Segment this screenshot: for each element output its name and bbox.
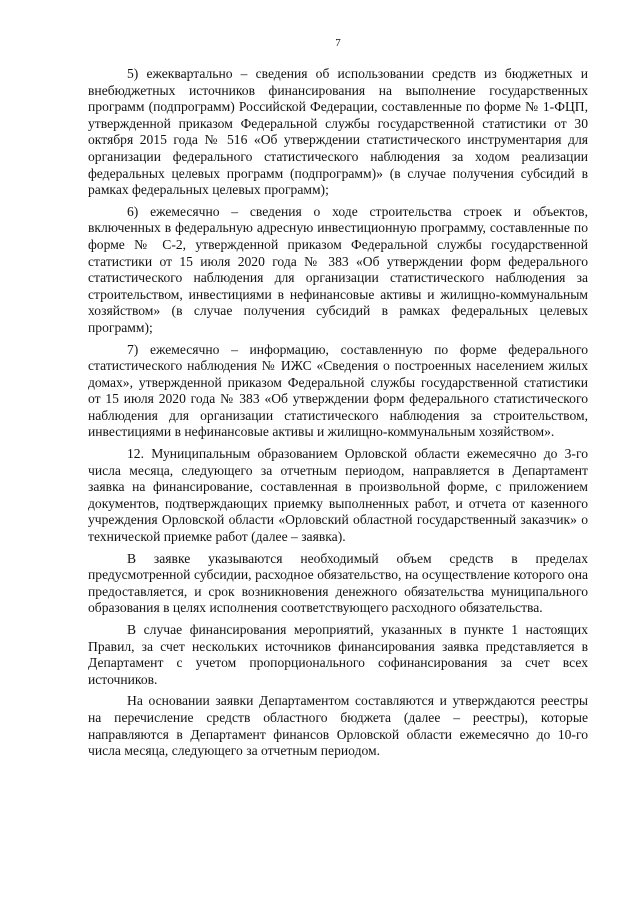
paragraph-item-7: 7) ежемесячно – информацию, составленную по форме федерального статистического наблюдения № ИЖС «Сведения о построенных населением жилых домах», утвержденной приказом Федеральной службы государственной статистики от 15 июля 2020 года № 383 «Об утверждении форм федерального статистического наблюдения для организации статистического наблюдения за строительством, инвестициями в нефинансовые активы и жилищно-коммунальным хозяйством». bbox=[88, 341, 588, 440]
paragraph-multiple-sources: В случае финансирования мероприятий, указанных в пункте 1 настоящих Правил, за счет нескольких источников финансирования заявка представляется в Департамент с учетом пропорционального софинансирования за счет всех источников. bbox=[88, 622, 588, 687]
paragraph-application-contents: В заявке указываются необходимый объем средств в пределах предусмотренной субсидии, расходное обязательство, на осуществление которого она предоставляется, и срок возникновения денежного обязательства муниципального образования в целях исполнения соответствующего расходного обязательства. bbox=[88, 550, 588, 616]
paragraph-item-6: 6) ежемесячно – сведения о ходе строительства строек и объектов, включенных в федеральную адресную инвестиционную программу, составленные по форме № С-2, утвержденной приказом Федеральной службы государственной статистики от 15 июля 2020 года № 383 «Об утверждении форм федерального статистического наблюдения для организации статистического наблюдения за строительством, инвестициями в нефинансовые активы и жилищно-коммунальным хозяйством» (в случае получения субсидий в рамках федеральных целевых программ); bbox=[88, 203, 588, 335]
paragraph-item-5: 5) ежеквартально – сведения об использовании средств из бюджетных и внебюджетных источников финансирования на выполнение государственных программ (подпрограмм) Российской Федерации, составленные по форме № 1-ФЦП, утвержденной приказом Федеральной службы государственной статистики от 30 октября 2015 года № 516 «Об утверждении статистического инструментария для организации федерального статистического наблюдения за ходом реализации федеральных целевых программ (подпрограмм)» (в случае получения субсидий в рамках федеральных целевых программ); bbox=[88, 66, 588, 198]
page-number: 7 bbox=[335, 37, 341, 49]
paragraph-registries: На основании заявки Департаментом составляются и утверждаются реестры на перечисление средств областного бюджета (далее – реестры), которые направляются в Департамент финансов Орловской области ежемесячно до 10-го числа месяца, следующего за отчетным периодом. bbox=[88, 693, 588, 759]
paragraph-clause-12: 12. Муниципальным образованием Орловской области ежемесячно до 3-го числа месяца, следующего за отчетным периодом, направляется в Департамент заявка на финансирование, составленная в произвольной форме, с приложением документов, подтверждающих приемку выполненных работ, и отчета от казенного учреждения Орловской области «Орловский областной государственный заказчик» о технической приемке работ (далее – заявка). bbox=[88, 446, 588, 545]
